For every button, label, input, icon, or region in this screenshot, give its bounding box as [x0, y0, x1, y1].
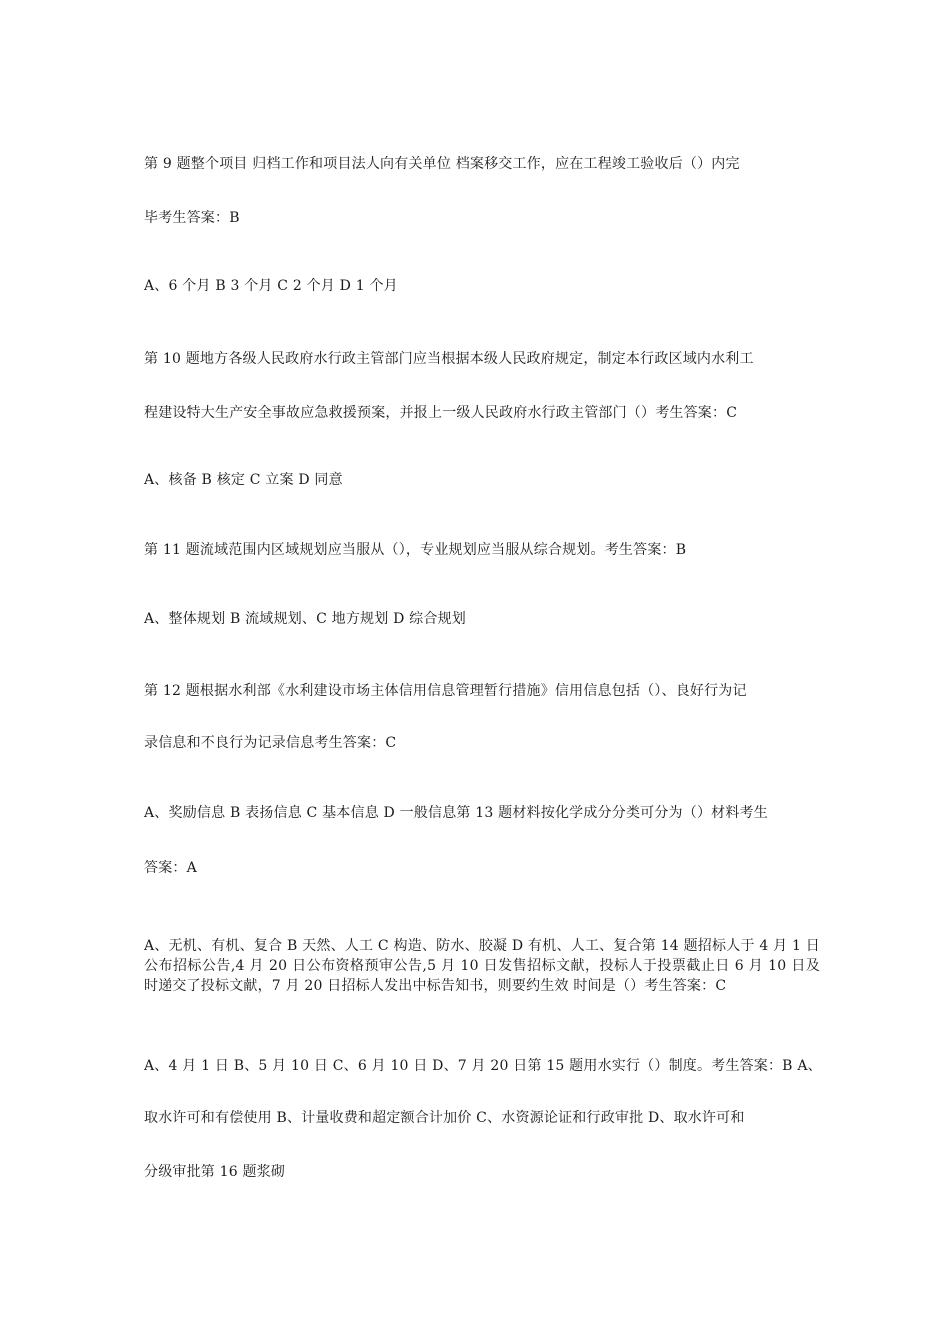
question-15-line-2: 取水许可和有偿使用 B、计量收费和超定额合计加价 C、水资源论证和行政审批 D、取水许可和 [144, 1110, 745, 1126]
question-9-options: A、6 个月 B 3 个月 C 2 个月 D 1 个月 [144, 278, 398, 294]
question-9-line-1: 第 9 题整个项目 归档工作和项目法人向有关单位 档案移交工作，应在工程竣工验收后（）内完 [144, 156, 740, 172]
question-9-line-2: 毕考生答案：B [144, 210, 240, 226]
question-10-line-1: 第 10 题地方各级人民政府水行政主管部门应当根据本级人民政府规定，制定本行政区域内水利工 [144, 351, 754, 367]
question-12-line-1: 第 12 题根据水利部《水利建设市场主体信用信息管理暂行措施》信用信息包括（）、良好行为记 [144, 683, 747, 699]
question-11-line-1: 第 11 题流域范围内区域规划应当服从（），专业规划应当服从综合规划。考生答案：B [144, 542, 687, 558]
question-11-options: A、整体规划 B 流域规划、C 地方规划 D 综合规划 [144, 611, 466, 627]
question-10-line-2: 程建设特大生产安全事故应急救援预案，并报上一级人民政府水行政主管部门（）考生答案：C [144, 405, 738, 421]
question-12-line-2: 录信息和不良行为记录信息考生答案：C [144, 735, 397, 751]
question-15-line-1: A、4 月 1 日 B、5 月 10 日 C、6 月 10 日 D、7 月 20 日第 15 题用水实行（）制度。考生答案：B A、 [144, 1058, 822, 1074]
question-10-options: A、核备 B 核定 C 立案 D 同意 [144, 472, 343, 488]
question-16-line-1: 分级审批第 16 题浆砌 [144, 1164, 286, 1180]
question-13-line-2: 答案：A [144, 860, 197, 876]
question-14-paragraph: A、无机、有机、复合 B 天然、人工 C 构造、防水、胶凝 D 有机、人工、复合第 14 题招标人于 4 月 1 日公布招标公告,4 月 20 日公布资格预审公告,5 月 10 日发售招标文献，投标人于投票截止日 6 月 10 日及时递交了投标文献，7 月 20 日招标人发出中标告知书，则要约生效 时间是（）考生答案：C [144, 938, 820, 994]
question-13-line-1: A、奖励信息 B 表扬信息 C 基本信息 D 一般信息第 13 题材料按化学成分分类可分为（）材料考生 [144, 805, 768, 821]
